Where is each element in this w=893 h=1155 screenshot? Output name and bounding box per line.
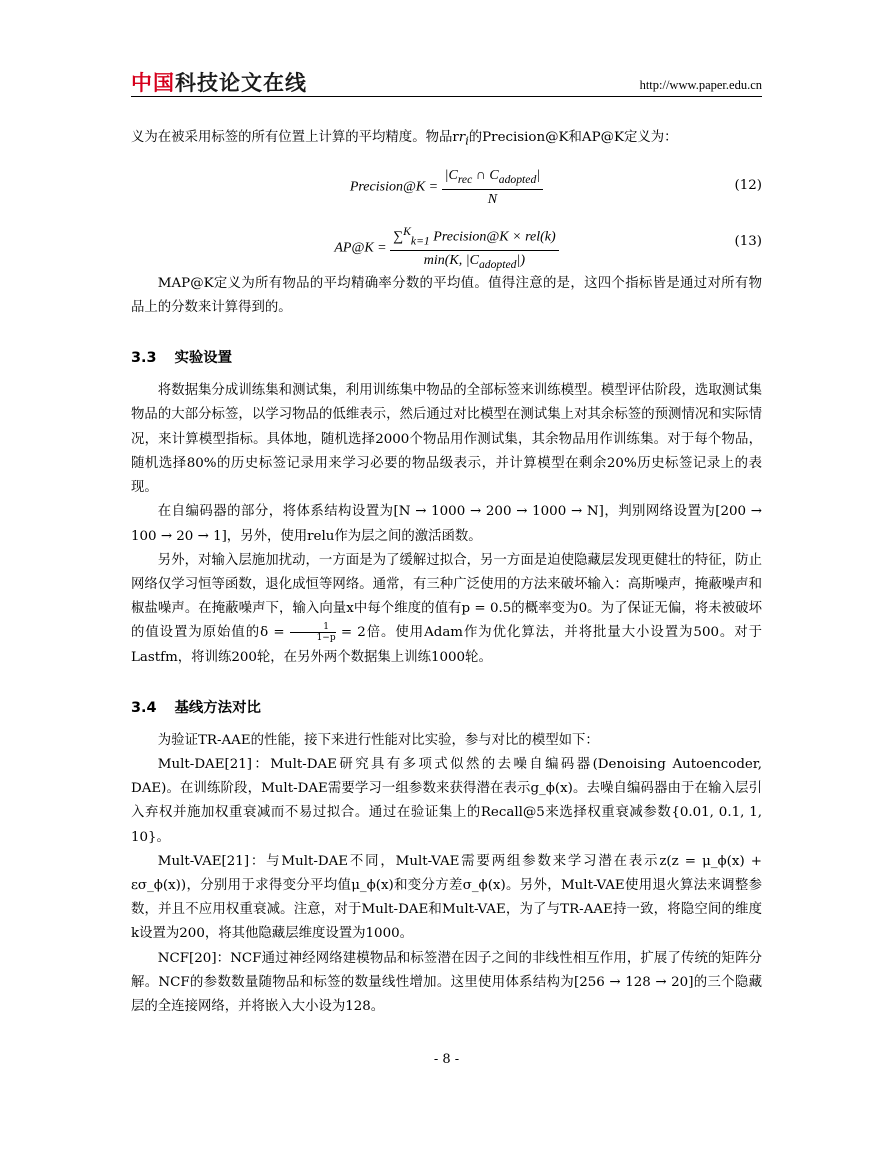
eq12-lhs: Precision@K = [349,179,439,195]
s34-paragraph-1: Mult-DAE[21]：Mult-DAE研究具有多项式似然的去噪自编码器(Denoising Autoencoder, DAE)。在训练阶段，Mult-DAE需要学习一组参数来获得潜在表示g_ϕ(x)。去噪自编码器由于在输入层引入弃权并施加权重衰减而不易过拟合。通过在验证集上的Recall@5来选择权重衰减参数{0.01, 0.1, 1, 10}。 [131,756,762,845]
eq13-denominator: min(K, $|C_{adopted}|$) [423,253,526,272]
map-paragraph: MAP@K定义为所有物品的平均精确率分数的平均值。值得注意的是，这四个指标皆是通过对所有物品上的分数来计算得到的。 [131,275,762,316]
section-3-3-heading: 3.3 实验设置 [131,350,233,367]
s34-paragraph-3: NCF[20]：NCF通过神经网络建模物品和标签潜在因子之间的非线性相互作用，扩展了传统的矩阵分解。NCF的参数数量随物品和标签的数量线性增加。这里使用体系结构为[256 → 128 → 20]的三个隐藏层的全连接网络，并将嵌入大小设为128。 [131,950,762,1014]
eq12-denominator: N [487,191,498,207]
page-content [131,126,762,1019]
page-number: - 8 - [433,1052,460,1067]
eq12-numerator: $|C_{rec}$ ∩ $C_{adopted}|$ [442,166,544,190]
header-rule [131,96,762,97]
s34-paragraph-0: 为验证TR-AAE的性能，接下来进行性能对比实验，参与对比的模型如下： [157,732,599,748]
equation-12 [131,166,762,210]
site-logo [131,70,307,96]
s34-paragraph-2: Mult-VAE[21]：与Mult-DAE不同，Mult-VAE需要两组参数来学习潜在表示z(z = μ_ϕ(x) + εσ_ϕ(x))，分别用于求得变分平均值μ_ϕ(x)和变分方差σ_ϕ(x)。另外，Mult-VAE使用退火算法来调整参数，并且不应用权重衰减。注意，对于Mult-DAE和Mult-VAE，为了与TR-AAE持一致，将隐空间的维度k设置为200，将其他隐藏层维度设置为1000。 [131,853,762,942]
equation-13 [131,222,762,272]
s33-paragraph-3: 另外，对输入层施加扰动，一方面是为了缓解过拟合，另一方面是迫使隐藏层发现更健壮的特征，防止网络仅学习恒等函数，退化成恒等网络。通常，有三种广泛使用的方法来破坏输入：高斯噪声，掩蔽噪声和椒盐噪声。在掩蔽噪声下，输入向量x中每个维度的值有p = 0.5的概率变为0。为了保证无偏，将未被破坏的值设置为原始值的δ = $\frac{1}{1-p}$ = 2倍。使用Adam作为优化算法，并将批量大小设置为500。对于Lastfm，将训练200轮，在另外两个数据集上训练1000轮。 [131,552,763,665]
eq13-number: (13) [734,233,762,249]
section-3-4-heading: 3.4 基线方法对比 [131,699,261,716]
logo-black-text: 科技论文在线 [175,71,307,95]
logo-red-text: 中国 [131,71,175,95]
eq13-numerator: ∑$^K_{k=1}$ Precision@K × rel(k) [390,222,559,251]
header-url[interactable]: http://www.paper.edu.cn [639,78,762,92]
s33-paragraph-1: 将数据集分成训练集和测试集，利用训练集中物品的全部标签来训练模型。模型评估阶段，选取测试集物品的大部分标签，以学习物品的低维表示，然后通过对比模型在测试集上对其余标签的预测情况和实际情况，来计算模型指标。具体地，随机选择2000个物品用作测试集，其余物品用作训练集。对于每个物品，随机选择80%的历史标签记录用来学习必要的物品级表示，并计算模型在剩余20%历史标签记录上的表现。 [131,383,762,496]
intro-paragraph: 义为在被采用标签的所有位置上计算的平均精度。物品$rr_i$的Precision@K和AP@K定义为： [131,130,678,148]
page-header [131,70,762,96]
s33-paragraph-2: 在自编码器的部分，将体系结构设置为[N → 1000 → 200 → 1000 → N]，判别网络设置为[200 → 100 → 20 → 1]，另外，使用relu作为层之间的激活函数。 [131,504,762,544]
eq13-lhs: AP@K = [334,240,387,256]
eq12-number: (12) [734,177,762,193]
